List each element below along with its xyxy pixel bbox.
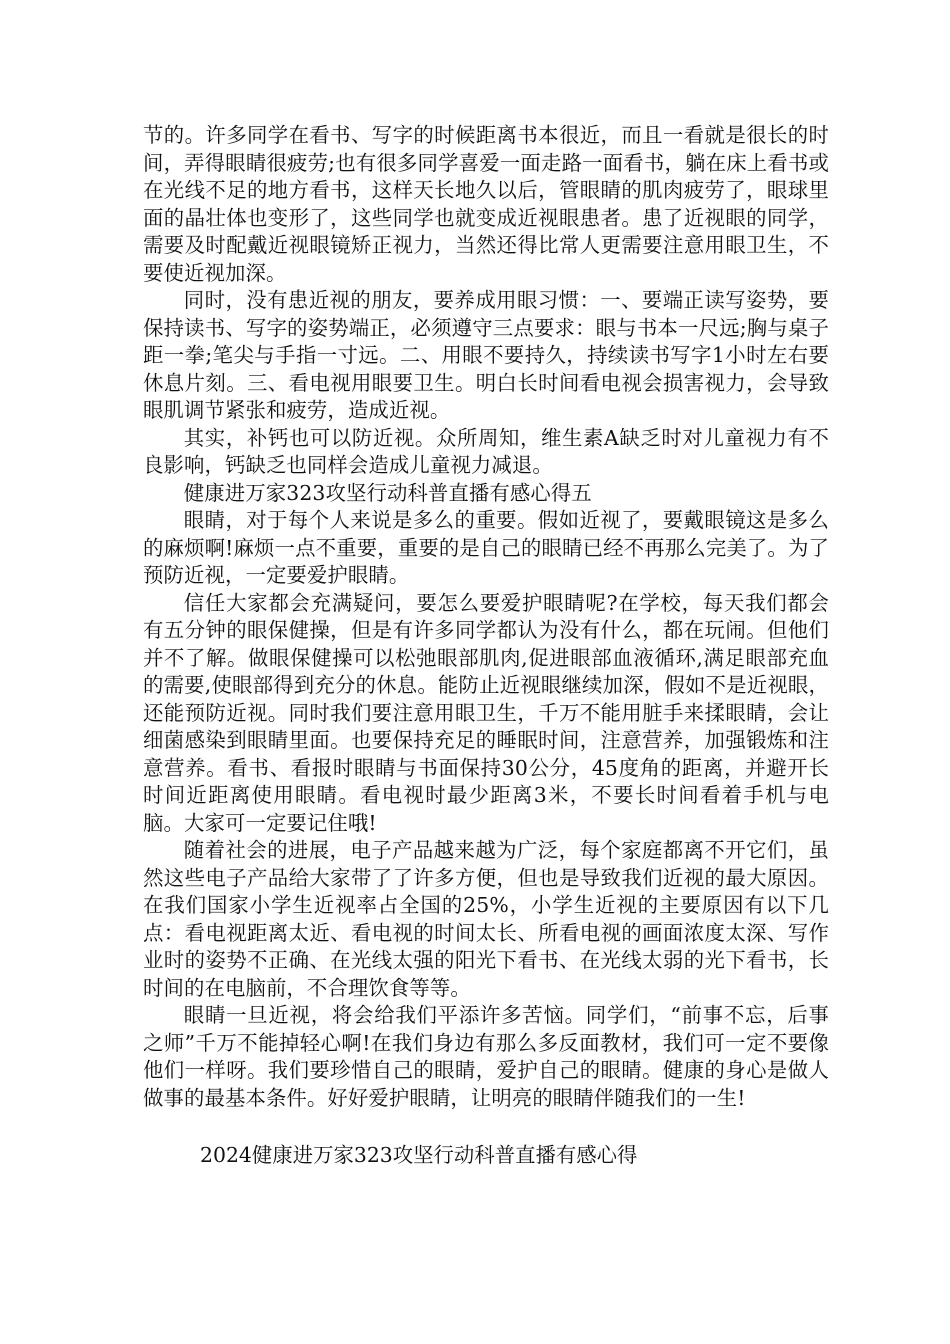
paragraph-calcium: 其实，补钙也可以防近视。众所周知，维生素A缺乏时对儿童视力有不良影响，钙缺乏也同样会造成儿童视力减退。 bbox=[143, 425, 829, 477]
document-footer-title: 2024健康进万家323攻坚行动科普直播有感心得 bbox=[200, 1143, 638, 1167]
paragraph-eye-exercises: 信任大家都会充满疑问，要怎么要爱护眼睛呢?在学校，每天我们都会有五分钟的眼保健操，但是有许多同学都认为没有什么，都在玩闹。但他们并不了解。做眼保健操可以松弛眼部肌肉,促进眼部血液循环,满足眼部充血的需要,使眼部得到充分的休息。能防止近视眼继续加深，假如不是近视眼，还能预防近视。同时我们要注意用眼卫生，千万不能用脏手来揉眼睛，会让细菌感染到眼睛里面。也要保持充足的睡眠时间，注意营养，加强锻炼和注意营养。看书、看报时眼睛与书面保持30公分，45度角的距离，并避开长时间近距离使用眼睛。看电视时最少距离3米，不要长时间看着手机与电脑。大家可一定要记住哦! bbox=[143, 590, 829, 835]
paragraph-continuation: 节的。许多同学在看书、写字的时候距离书本很近，而且一看就是很长的时间，弄得眼睛很疲劳;也有很多同学喜爱一面走路一面看书，躺在床上看书或在光线不足的地方看书，这样天长地久以后，管眼睛的肌肉疲劳了，眼球里面的晶壮体也变形了，这些同学也就变成近视眼患者。患了近视眼的同学，需要及时配戴近视眼镜矫正视力，当然还得比常人更需要注意用眼卫生，不要使近视加深。 bbox=[143, 123, 829, 285]
paragraph-conclusion: 眼睛一旦近视，将会给我们平添许多苦恼。同学们，“前事不忘，后事之师”千万不能掉轻心啊!在我们身边有那么多反面教材，我们可一定不要像他们一样呀。我们要珍惜自己的眼睛，爱护自己的眼睛。健康的身心是做人做事的最基本条件。好好爱护眼睛，让明亮的眼睛伴随我们的一生! bbox=[143, 1003, 829, 1110]
paragraph-eyes-importance: 眼睛，对于每个人来说是多么的重要。假如近视了，要戴眼镜这是多么的麻烦啊!麻烦一点不重要，重要的是自己的眼睛已经不再那么完美了。为了预防近视，一定要爱护眼睛。 bbox=[143, 508, 829, 587]
paragraph-electronics: 随着社会的进展，电子产品越来越为广泛，每个家庭都离不开它们，虽然这些电子产品给大家带了了许多方便，但也是导致我们近视的最大原因。在我们国家小学生近视率占全国的25%，小学生近视的主要原因有以下几点：看电视距离太近、看电视的时间太长、所看电视的画面浓度太深、写作业时的姿势不正确、在光线太强的阳光下看书、在光线太弱的光下看书，长时间的在电脑前，不合理饮食等等。 bbox=[143, 838, 829, 1000]
document-body bbox=[143, 122, 829, 1112]
section-heading: 健康进万家323攻坚行动科普直播有感心得五 bbox=[183, 480, 592, 505]
paragraph-eye-habits: 同时，没有患近视的朋友，要养成用眼习惯：一、要端正读写姿势，要保持读书、写字的姿势端正，必须遵守三点要求：眼与书本一尺远;胸与桌子距一拳;笔尖与手指一寸远。二、用眼不要持久，持续读书写字1小时左右要休息片刻。三、看电视用眼要卫生。明白长时间看电视会损害视力，会导致眼肌调节紧张和疲劳，造成近视。 bbox=[143, 288, 829, 422]
